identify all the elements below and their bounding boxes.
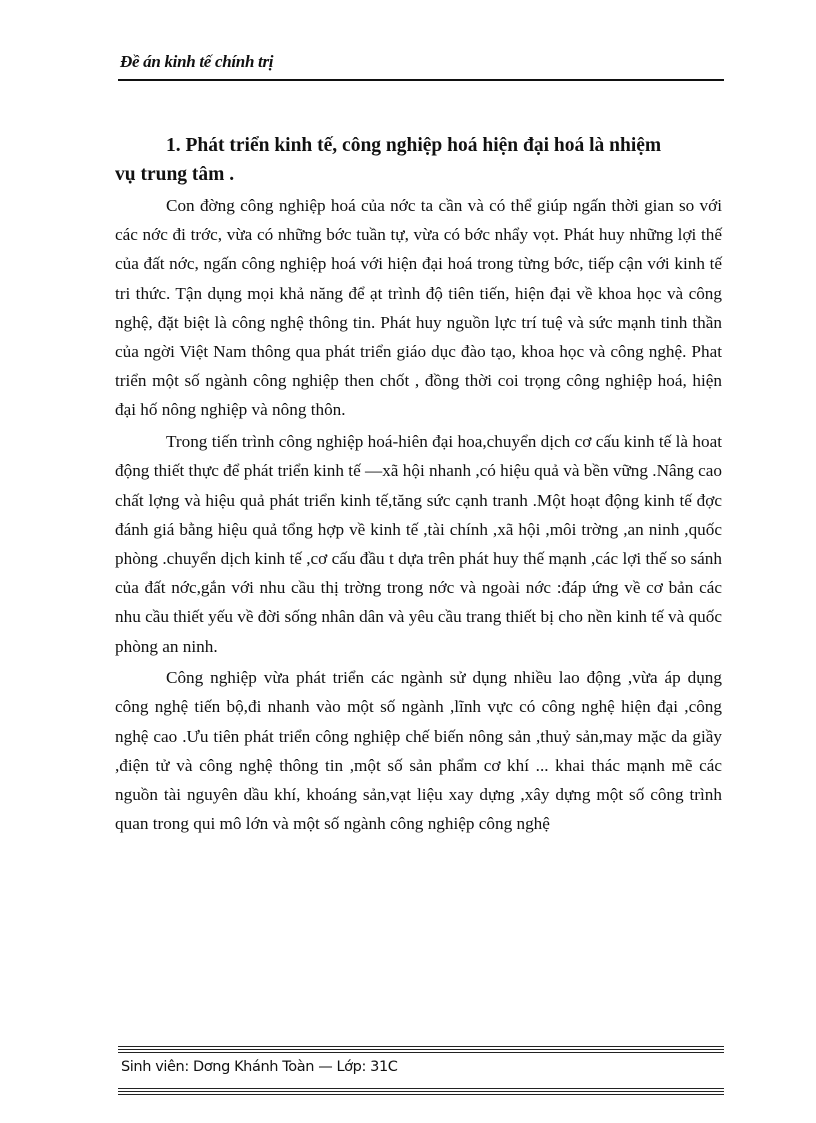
section-heading-line-1: 1. Phát triển kinh tế, công nghiệp hoá hiện đại hoá là nhiệm — [166, 135, 662, 156]
document-body — [115, 131, 722, 841]
footer-author: Sinh viên: Dơng Khánh Toàn — Lớp: 31C — [121, 1059, 398, 1075]
paragraph: Công nghiệp vừa phát triển các ngành sử dụng nhiều lao động ,vừa áp dụng công nghệ tiến bộ,đi nhanh vào một số ngành ,lĩnh vực có công nghệ hiện đại ,công nghệ cao .Ưu tiên phát triển công nghiệp chế biến nông sản ,thuỷ sản,may mặc da giầy ,điện tử và công nghệ thông tin ,một số sản phẩm cơ khí ... khai thác mạnh mẽ các nguồn tài nguyên dầu khí, khoáng sản,vạt liệu xay dựng ,xây dựng một số công trình quan trong qui mô lớn và một số ngành công nghiệp công nghệ — [115, 668, 722, 834]
section-heading — [115, 131, 722, 189]
footer-divider — [118, 1046, 724, 1055]
header-divider — [118, 79, 724, 81]
footer-bottom-divider — [118, 1088, 724, 1097]
section-heading-line-2: vụ trung tâm . — [115, 164, 235, 185]
page-header-title: Đề án kinh tế chính trị — [120, 52, 274, 71]
paragraphs-container — [115, 191, 722, 838]
paragraph: Con đờng công nghiệp hoá của nớc ta cần và có thể giúp ngấn thời gian so với các nớc đi trớc, vừa có những bớc tuần tự, vừa có bớc nhẩy vọt. Phát huy những lợi thế của đất nớc, ngấn công nghiệp hoá với hiện đại hoá trong từng bớc, tiếp cận với kinh tế tri thức. Tận dụng mọi khả năng để ạt trình độ tiên tiến, hiện đại về khoa học và công nghệ, đặt biệt là công nghệ thông tin. Phát huy nguồn lực trí tuệ và sức mạnh tinh thần của ngời Việt Nam thông qua phát triển giáo dục đào tạo, khoa học và công nghệ. Phat triển một số ngành công nghiệp then chốt , đồng thời coi trọng công nghiệp hoá, hiện đại hố nông nghiệp và nông thôn. — [115, 196, 722, 420]
paragraph: Trong tiến trình công nghiệp hoá-hiên đại hoa,chuyển dịch cơ cấu kinh tế là hoat động thiết thực để phát triển kinh tế —xã hội nhanh ,có hiệu quả và bền vững .Nâng cao chất lợng và hiệu quả phát triển kinh tế,tăng sức cạnh tranh .Một hoạt động kinh tế đợc đánh giá bằng hiệu quả tổng hợp về kinh tế ,tài chính ,xã hội ,môi trờng ,an ninh ,quốc phòng .chuyển dịch kinh tế ,cơ cấu đầu t dựa trên phát huy thế mạnh ,các lợi thế so sánh của đất nớc,gắn với nhu cầu thị trờng trong nớc và ngoài nớc :đáp ứng về cơ bản các nhu cầu thiết yếu về đời sống nhân dân và yêu cầu trang thiết bị cho nền kinh tế và quốc phòng an ninh. — [115, 432, 722, 656]
